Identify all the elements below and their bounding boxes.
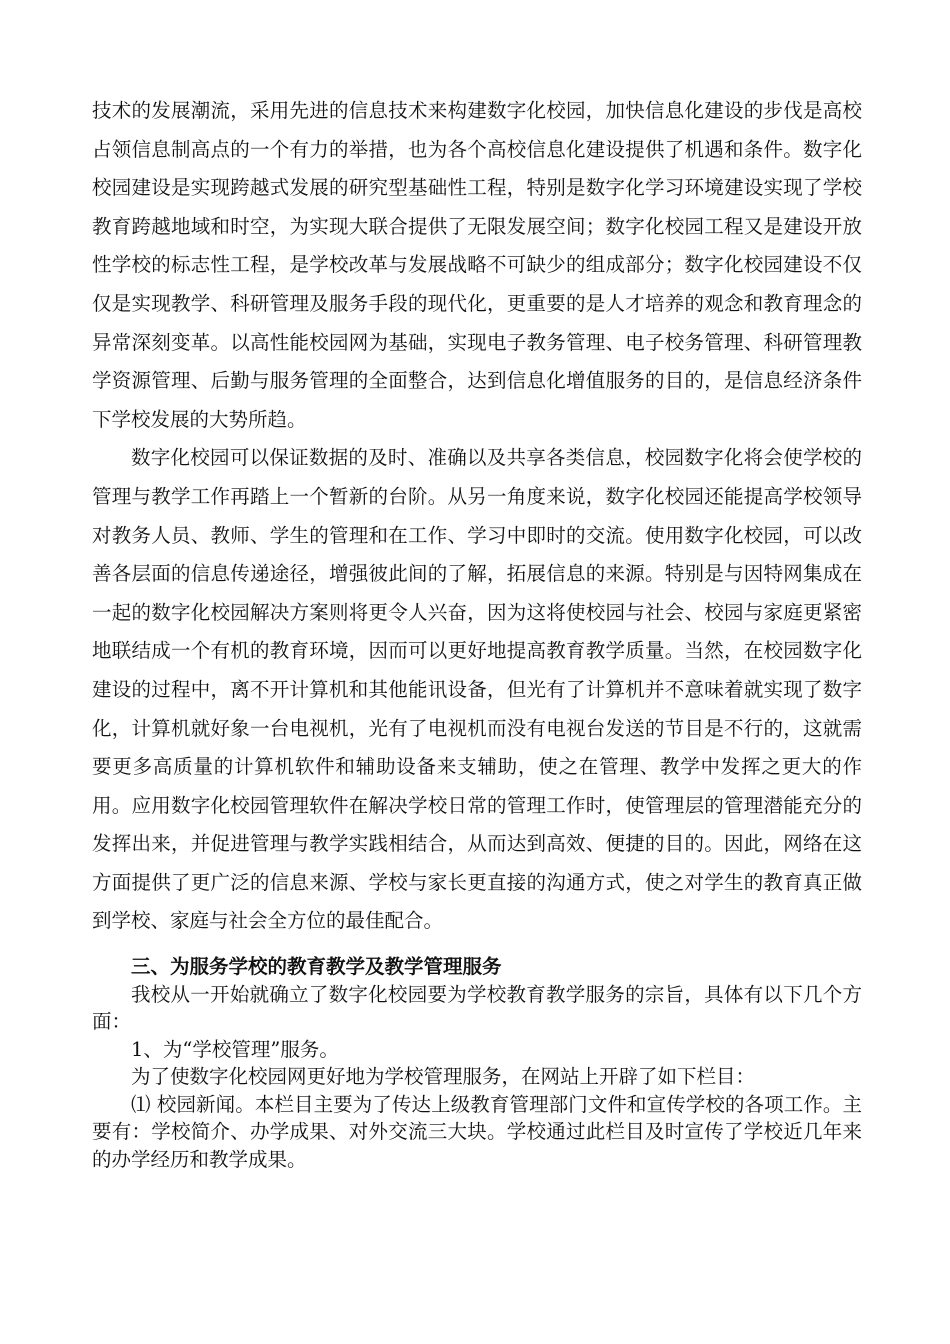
- section-intro: 我校从一开始就确立了数字化校园要为学校教育教学服务的宗旨，具体有以下几个方面：: [92, 982, 862, 1034]
- list-item-1-intro: 为了使数字化校园网更好地为学校管理服务，在网站上开辟了如下栏目：: [131, 1065, 756, 1089]
- document-page: [92, 92, 862, 1173]
- body-paragraph-1: 技术的发展潮流，采用先进的信息技术来构建数字化校园，加快信息化建设的步伐是高校占领信息制高点的一个有力的举措，也为各个高校信息化建设提供了机遇和条件。数字化校园建设是实现跨越式发展的研究型基础性工程，特别是数字化学习环境建设实现了学校教育跨越地域和时空，为实现大联合提供了无限发展空间；数字化校园工程又是建设开放性学校的标志性工程，是学校改革与发展战略不可缺少的组成部分；数字化校园建设不仅仅是实现教学、科研管理及服务手段的现代化，更重要的是人才培养的观念和教育理念的异常深刻变革。以高性能校园网为基础，实现电子教务管理、电子校务管理、科研管理教学资源管理、后勤与服务管理的全面整合，达到信息化增值服务的目的，是信息经济条件下学校发展的大势所趋。: [92, 99, 862, 431]
- section-gap: [92, 941, 862, 953]
- body-paragraph-2: 数字化校园可以保证数据的及时、准确以及共享各类信息，校园数字化将会使学校的管理与教学工作再踏上一个暂新的台阶。从另一角度来说，数字化校园还能提高学校领导对教务人员、教师、学生的管理和在工作、学习中即时的交流。使用数字化校园，可以改善各层面的信息传递途径，增强彼此间的了解，拓展信息的来源。特别是与因特网集成在一起的数字化校园解决方案则将更令人兴奋，因为这将使校园与社会、校园与家庭更紧密地联结成一个有机的教育环境，因而可以更好地提高教育教学质量。当然，在校园数字化建设的过程中，离不开计算机和其他能讯设备，但光有了计算机并不意味着就实现了数字化，计算机就好象一台电视机，光有了电视机而没有电视台发送的节目是不行的，这就需要更多高质量的计算机软件和辅助设备来支辅助，使之在管理、教学中发挥之更大的作用。应用数字化校园管理软件在解决学校日常的管理工作时，使管理层的管理潜能充分的发挥出来，并促进管理与教学实践相结合，从而达到高效、便捷的目的。因此，网络在这方面提供了更广泛的信息来源、学校与家长更直接的沟通方式，使之对学生的教育真正做到学校、家庭与社会全方位的最佳配合。: [92, 446, 862, 933]
- section-heading: 三、为服务学校的教育教学及教学管理服务: [131, 955, 502, 979]
- list-item-1: 1、为“学校管理”服务。: [131, 1037, 339, 1061]
- sub-item-1: ⑴ 校园新闻。本栏目主要为了传达上级教育管理部门文件和宣传学校的各项工作。主要有：学校简介、办学成果、对外交流三大块。学校通过此栏目及时宣传了学校近几年来的办学经历和教学成果。: [92, 1092, 862, 1171]
